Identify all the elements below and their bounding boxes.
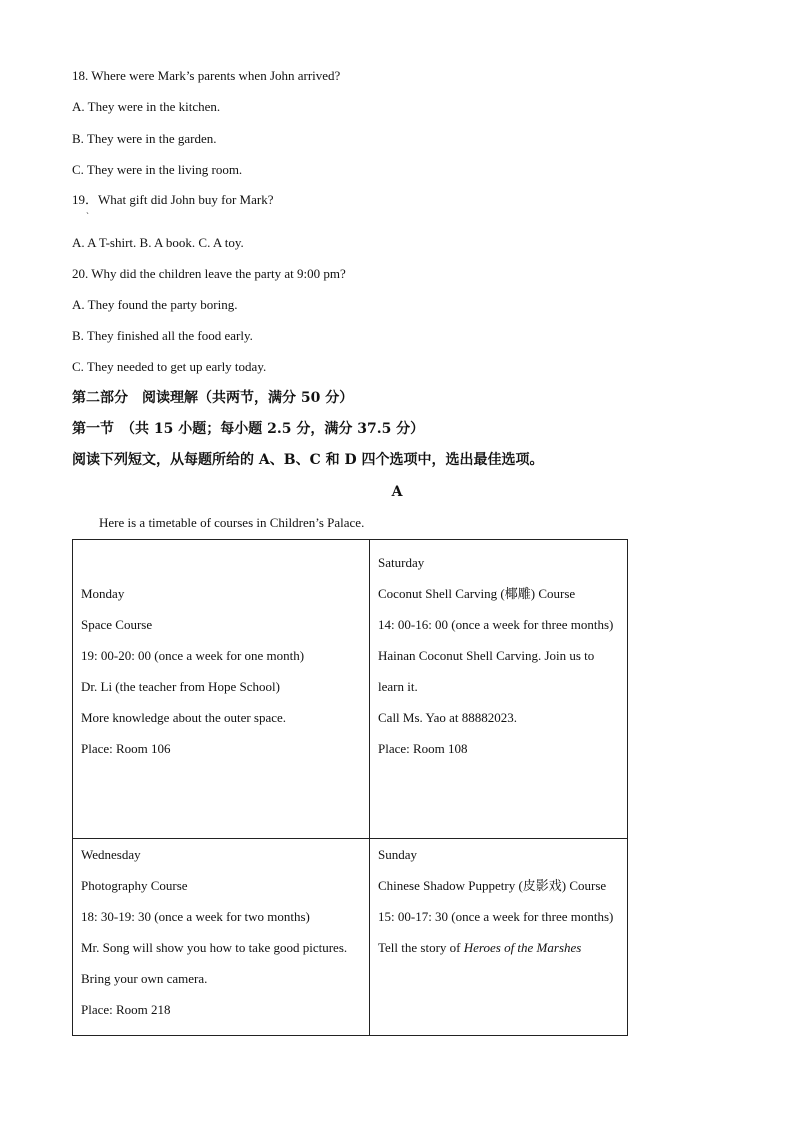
saturday-day: Saturday (378, 555, 425, 570)
monday-cell (73, 540, 370, 839)
sunday-time: 15: 00-17: 30 (once a week for three months) (378, 909, 614, 924)
saturday-course: Coconut Shell Carving (椰雕) Course (378, 586, 576, 601)
q19-options: A. A T-shirt. B. A book. C. A toy. (72, 235, 244, 250)
monday-time: 19: 00-20: 00 (once a week for one month) (81, 648, 305, 663)
wednesday-cell (73, 839, 370, 1036)
q20-option-c: C. They needed to get up early today. (72, 359, 267, 374)
q19-question: 19．What gift did John buy for Mark? (72, 192, 274, 207)
q18-option-a: A. They were in the kitchen. (72, 99, 221, 114)
passage-label: A (391, 484, 403, 500)
wednesday-desc: Mr. Song will show you how to take good pictures. Bring your own camera. (81, 940, 348, 986)
sunday-story-title: Heroes of the Marshes (463, 940, 582, 955)
saturday-contact: Call Ms. Yao at 88882023. (378, 710, 518, 725)
q20-question: 20. Why did the children leave the party at 9:00 pm? (72, 266, 346, 281)
wednesday-time: 18: 30-19: 30 (once a week for two months) (81, 909, 310, 924)
q20-option-a: A. They found the party boring. (72, 297, 238, 312)
sunday-desc-prefix: Tell the story of (378, 940, 464, 955)
wednesday-day: Wednesday (81, 847, 141, 862)
saturday-desc: Hainan Coconut Shell Carving. Join us to learn it. (378, 648, 595, 694)
instructions: 阅读下列短文，从每题所给的 A、B、C 和 D 四个选项中，选出最佳选项。 (72, 452, 544, 468)
q18-question: 18. Where were Mark’s parents when John arrived? (72, 68, 341, 83)
course-timetable (72, 539, 628, 1036)
saturday-time: 14: 00-16: 00 (once a week for three months) (378, 617, 614, 632)
saturday-place: Place: Room 108 (378, 741, 468, 756)
timetable-row (73, 540, 628, 839)
monday-teacher: Dr. Li (the teacher from Hope School) (81, 679, 280, 694)
sunday-day: Sunday (378, 847, 417, 862)
wednesday-course: Photography Course (81, 878, 188, 893)
q18-option-b: B. They were in the garden. (72, 131, 217, 146)
section-heading: 第一节 （共 15 小题；每小题 2.5 分，满分 37.5 分） (72, 421, 425, 437)
monday-course: Space Course (81, 617, 153, 632)
passage-intro: Here is a timetable of courses in Children’s Palace. (99, 515, 365, 530)
wednesday-place: Place: Room 218 (81, 1002, 171, 1017)
part-heading: 第二部分 阅读理解（共两节，满分 50 分） (72, 390, 354, 406)
monday-desc: More knowledge about the outer space. (81, 710, 287, 725)
sunday-course: Chinese Shadow Puppetry (皮影戏) Course (378, 878, 607, 893)
sunday-desc (378, 932, 619, 963)
timetable-row (73, 839, 628, 1036)
monday-place: Place: Room 106 (81, 741, 171, 756)
sunday-cell (370, 839, 628, 1036)
saturday-cell (370, 540, 628, 839)
stray-tick-mark: ˋ (86, 211, 89, 221)
q20-option-b: B. They finished all the food early. (72, 328, 253, 343)
q18-option-c: C. They were in the living room. (72, 162, 243, 177)
monday-day: Monday (81, 586, 125, 601)
